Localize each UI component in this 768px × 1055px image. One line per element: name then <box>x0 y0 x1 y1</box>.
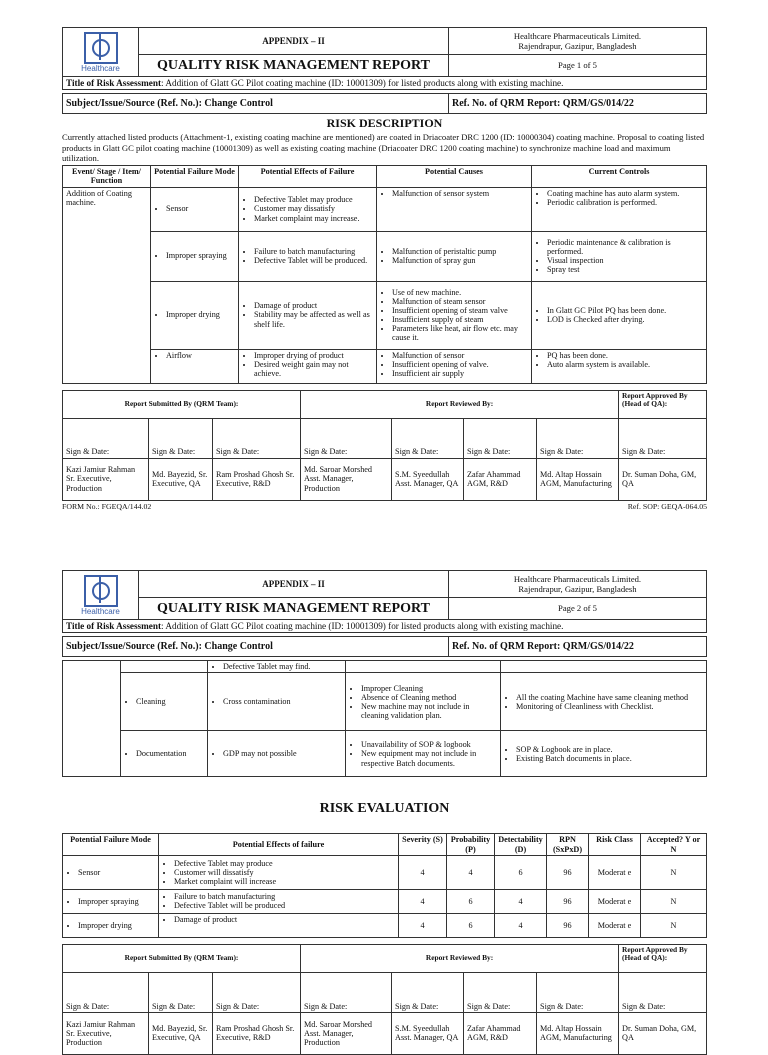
report-page-1 <box>62 27 707 511</box>
qrm-ref-no: Ref. No. of QRM Report: QRM/GS/014/22 <box>449 637 707 657</box>
eval-col-mode: Potential Failure Mode <box>63 834 159 855</box>
signatory-name: Kazi Jamiur Rahman Sr. Executive, Production <box>63 458 149 500</box>
signatory-name: Ram Proshad Ghosh Sr. Executive, R&D <box>213 1012 301 1054</box>
signature-table <box>62 390 707 501</box>
signatory-name: Ram Proshad Ghosh Sr. Executive, R&D <box>213 458 301 500</box>
eval-mode: • Improper spraying <box>63 889 159 913</box>
assessment-title: Title of Risk Assessment: Addition of Glatt GC Pilot coating machine (ID: 10001309) for listed products along with existing machine. <box>63 76 707 89</box>
report-header <box>62 570 707 633</box>
risk-description-table <box>62 165 707 383</box>
report-title: QUALITY RISK MANAGEMENT REPORT <box>139 598 449 620</box>
causes-cell: • Malfunction of sensor system <box>377 187 532 231</box>
sign-date: Sign & Date: <box>464 418 537 458</box>
subject-row <box>62 636 707 657</box>
eval-probability: 4 <box>447 855 495 889</box>
company-logo: Healthcare <box>63 571 139 620</box>
col-controls: Current Controls <box>532 166 707 187</box>
eval-effects: • Failure to batch manufacturing • Defective Tablet will be produced <box>159 889 399 913</box>
sign-date: Sign & Date: <box>63 418 149 458</box>
submitted-by-header: Report Submitted By (QRM Team): <box>63 944 301 972</box>
risk-description-title: RISK DESCRIPTION <box>326 116 443 131</box>
sign-date: Sign & Date: <box>149 972 213 1012</box>
approved-by-header: Report Approved By (Head of QA): <box>619 390 707 418</box>
effects-cell: • GDP may not possible <box>208 731 346 777</box>
signatory-name: Md. Altap Hossain AGM, Manufacturing <box>537 1012 619 1054</box>
sign-date: Sign & Date: <box>464 972 537 1012</box>
sign-date: Sign & Date: <box>213 972 301 1012</box>
signatory-name: Dr. Suman Doha, GM, QA <box>619 458 707 500</box>
effects-cell: • Defective Tablet may find. <box>208 661 346 673</box>
eval-col-probability: Probability (P) <box>447 834 495 855</box>
failure-mode: • Improper spraying <box>151 231 239 281</box>
report-title: QUALITY RISK MANAGEMENT REPORT <box>139 55 449 77</box>
effects-cell: • Cross contamination <box>208 673 346 731</box>
controls-cell: • Coating machine has auto alarm system. • Periodic calibration is performed. <box>532 187 707 231</box>
effects-cell: • Defective Tablet may produce • Customer may dissatisfy • Market complaint may increase. <box>239 187 377 231</box>
eval-col-detectability: Detectability (D) <box>495 834 547 855</box>
eval-risk-class: Moderat e <box>589 889 641 913</box>
sign-date: Sign & Date: <box>537 418 619 458</box>
col-causes: Potential Causes <box>377 166 532 187</box>
eval-col-risk-class: Risk Class <box>589 834 641 855</box>
controls-cell: • All the coating Machine have same cleaning method • Monitoring of Cleanliness with Checklist. <box>501 673 707 731</box>
appendix-label: APPENDIX – II <box>139 28 449 55</box>
failure-mode: • Airflow <box>151 349 239 383</box>
eval-severity: 4 <box>399 855 447 889</box>
risk-description-table-cont <box>62 660 707 777</box>
report-page-2 <box>62 570 707 1055</box>
sign-date: Sign & Date: <box>301 418 392 458</box>
qrm-ref-no: Ref. No. of QRM Report: QRM/GS/014/22 <box>449 94 707 114</box>
appendix-label: APPENDIX – II <box>139 571 449 598</box>
assessment-title: Title of Risk Assessment: Addition of Glatt GC Pilot coating machine (ID: 10001309) for listed products along with existing machine. <box>63 619 707 632</box>
eval-accepted: N <box>641 913 707 937</box>
failure-mode: • Cleaning <box>121 673 208 731</box>
eval-accepted: N <box>641 855 707 889</box>
form-number: FORM No.: FGEQA/144.02 <box>62 501 152 511</box>
subject-row <box>62 93 707 114</box>
eval-col-effects: Potential Effects of failure <box>159 834 399 855</box>
page-number: Page 2 of 5 <box>449 598 707 620</box>
reviewed-by-header: Report Reviewed By: <box>301 944 619 972</box>
controls-cell: • SOP & Logbook are in place. • Existing Batch documents in place. <box>501 731 707 777</box>
reviewed-by-header: Report Reviewed By: <box>301 390 619 418</box>
eval-effects: • Defective Tablet may produce • Customer will dissatisfy • Market complaint will increase <box>159 855 399 889</box>
sign-date: Sign & Date: <box>149 418 213 458</box>
eval-detectability: 4 <box>495 913 547 937</box>
subject-source: Subject/Issue/Source (Ref. No.): Change Control <box>63 637 449 657</box>
page-footer <box>62 502 707 511</box>
eval-rpn: 96 <box>547 889 589 913</box>
company-info: Healthcare Pharmaceuticals Limited. Rajendrapur, Gazipur, Bangladesh <box>449 28 707 55</box>
signatory-name: Md. Saroar Morshed Asst. Manager, Production <box>301 458 392 500</box>
eval-probability: 6 <box>447 889 495 913</box>
sign-date: Sign & Date: <box>619 972 707 1012</box>
eval-col-accepted: Accepted? Y or N <box>641 834 707 855</box>
col-effects: Potential Effects of Failure <box>239 166 377 187</box>
signatory-name: Md. Saroar Morshed Asst. Manager, Production <box>301 1012 392 1054</box>
event-cell: Addition of Coating machine. <box>63 187 151 383</box>
causes-cell: • Malfunction of peristaltic pump • Malfunction of spray gun <box>377 231 532 281</box>
sign-date: Sign & Date: <box>63 972 149 1012</box>
healthcare-logo-icon <box>84 32 118 64</box>
eval-detectability: 6 <box>495 855 547 889</box>
causes-cell: • Use of new machine. • Malfunction of steam sensor • Insufficient opening of steam valve • Insufficient supply of steam • Parameters like heat, air flow etc. may cause it. <box>377 281 532 349</box>
sign-date: Sign & Date: <box>213 418 301 458</box>
sign-date: Sign & Date: <box>392 972 464 1012</box>
causes-cell: • Unavailability of SOP & logbook • New equipment may not include in respective Batch documents. <box>346 731 501 777</box>
controls-cell: • PQ has been done. • Auto alarm system is available. <box>532 349 707 383</box>
company-info: Healthcare Pharmaceuticals Limited. Rajendrapur, Gazipur, Bangladesh <box>449 571 707 598</box>
signatory-name: Zafar Ahammad AGM, R&D <box>464 1012 537 1054</box>
failure-mode: • Sensor <box>151 187 239 231</box>
approved-by-header: Report Approved By (Head of QA): <box>619 944 707 972</box>
eval-col-rpn: RPN (SxPxD) <box>547 834 589 855</box>
signatory-name: Zafar Ahammad AGM, R&D <box>464 458 537 500</box>
ref-sop: Ref. SOP: GEQA-064.05 <box>627 501 707 511</box>
healthcare-logo-icon <box>84 575 118 607</box>
signature-table <box>62 944 707 1055</box>
risk-description-text: Currently attached listed products (Attachment-1, existing coating machine are mentioned) are coated in Driacoater DRC 1200 (ID: 10000304) coating machine. Proposal to coating listed products in Glatt GC pilot coating machine (10001309) as well as existing coating machine (Driacoater DRC 1200 coating machine) to synchronize machine load and maximum utilization. <box>62 132 705 163</box>
signatory-name: Md. Altap Hossain AGM, Manufacturing <box>537 458 619 500</box>
causes-cell: • Improper Cleaning • Absence of Cleaning method • New machine may not include in cleaning validation plan. <box>346 673 501 731</box>
signatory-name: Md. Bayezid, Sr. Executive, QA <box>149 458 213 500</box>
eval-col-severity: Severity (S) <box>399 834 447 855</box>
causes-cell: • Malfunction of sensor • Insufficient opening of valve. • Insufficient air supply <box>377 349 532 383</box>
controls-cell: • Periodic maintenance & calibration is performed. • Visual inspection • Spray test <box>532 231 707 281</box>
eval-accepted: N <box>641 889 707 913</box>
eval-severity: 4 <box>399 889 447 913</box>
failure-mode: • Documentation <box>121 731 208 777</box>
eval-rpn: 96 <box>547 855 589 889</box>
eval-risk-class: Moderat e <box>589 913 641 937</box>
subject-source: Subject/Issue/Source (Ref. No.): Change Control <box>63 94 449 114</box>
col-event: Event/ Stage / Item/ Function <box>63 166 151 187</box>
failure-mode: • Improper drying <box>151 281 239 349</box>
eval-detectability: 4 <box>495 889 547 913</box>
eval-risk-class: Moderat e <box>589 855 641 889</box>
eval-probability: 6 <box>447 913 495 937</box>
company-logo: Healthcare <box>63 28 139 77</box>
eval-severity: 4 <box>399 913 447 937</box>
page-number: Page 1 of 5 <box>449 55 707 77</box>
risk-evaluation-title: RISK EVALUATION <box>319 801 450 817</box>
effects-cell: • Improper drying of product • Desired weight gain may not achieve. <box>239 349 377 383</box>
col-failure-mode: Potential Failure Mode <box>151 166 239 187</box>
controls-cell: • In Glatt GC Pilot PQ has been done. • LOD is Checked after drying. <box>532 281 707 349</box>
eval-rpn: 96 <box>547 913 589 937</box>
eval-mode: • Improper drying <box>63 913 159 937</box>
effects-cell: • Damage of product • Stability may be affected as well as shelf life. <box>239 281 377 349</box>
submitted-by-header: Report Submitted By (QRM Team): <box>63 390 301 418</box>
eval-effects: • Damage of product <box>159 913 399 937</box>
sign-date: Sign & Date: <box>619 418 707 458</box>
report-header <box>62 27 707 90</box>
sign-date: Sign & Date: <box>537 972 619 1012</box>
sign-date: Sign & Date: <box>301 972 392 1012</box>
eval-mode: • Sensor <box>63 855 159 889</box>
event-cell <box>63 661 121 777</box>
sign-date: Sign & Date: <box>392 418 464 458</box>
effects-cell: • Failure to batch manufacturing • Defective Tablet will be produced. <box>239 231 377 281</box>
signatory-name: Dr. Suman Doha, GM, QA <box>619 1012 707 1054</box>
risk-evaluation-table <box>62 833 707 937</box>
signatory-name: S.M. Syeedullah Asst. Manager, QA <box>392 458 464 500</box>
signatory-name: S.M. Syeedullah Asst. Manager, QA <box>392 1012 464 1054</box>
signatory-name: Kazi Jamiur Rahman Sr. Executive, Production <box>63 1012 149 1054</box>
signatory-name: Md. Bayezid, Sr. Executive, QA <box>149 1012 213 1054</box>
